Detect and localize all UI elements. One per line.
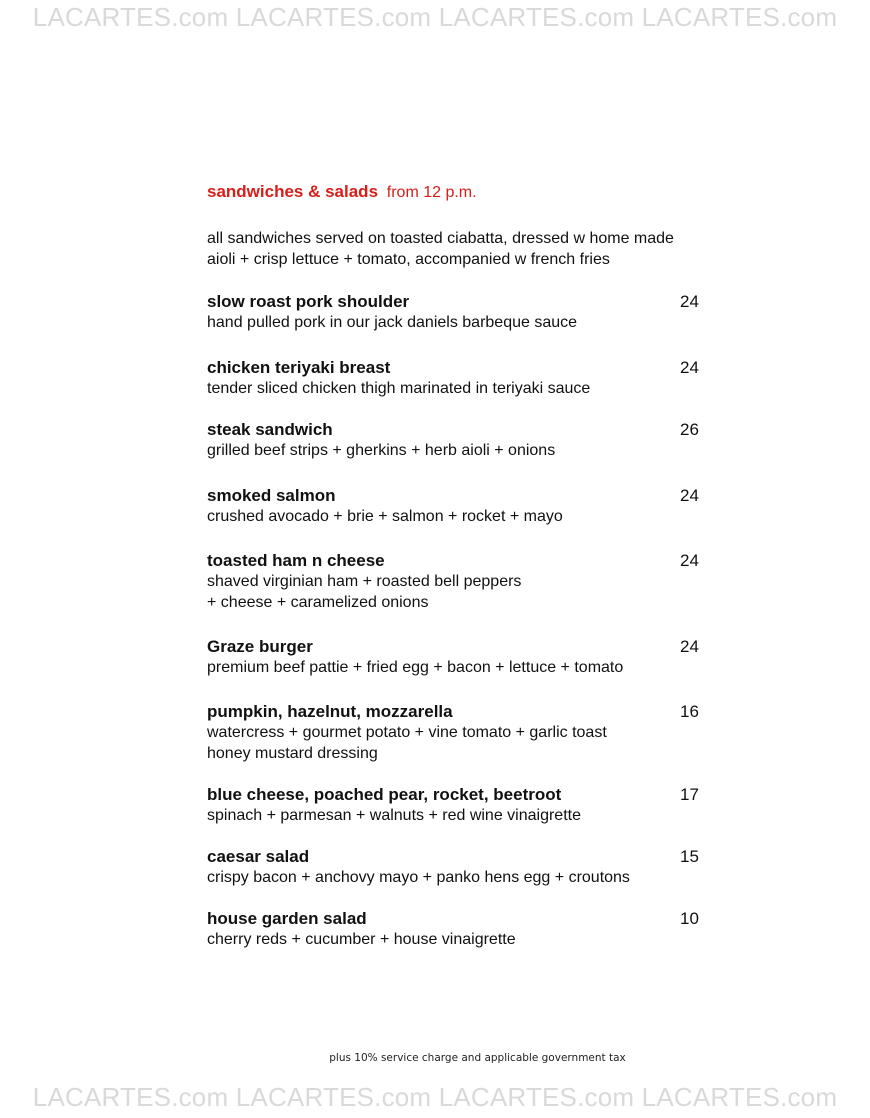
item-description: cherry reds + cucumber + house vinaigrette [207,931,516,948]
item-description: hand pulled pork in our jack daniels barbeque sauce [207,314,578,331]
menu-item-steak-sandwich [207,419,707,461]
section-time: from 12 p.m. [386,184,477,201]
menu-item-ham-n-cheese [207,550,707,613]
service-charge-note: plus 10% service charge and applicable government tax [329,1052,626,1064]
item-name: steak sandwich [207,420,333,439]
menu-item-blue-cheese-salad [207,784,707,826]
section-heading [207,182,477,202]
item-description: tender sliced chicken thigh marinated in teriyaki sauce [207,380,591,397]
item-price: 24 [680,637,699,656]
item-description: crispy bacon + anchovy mayo + panko hens egg + croutons [207,869,630,886]
item-price: 26 [680,420,699,439]
menu-item-smoked-salmon [207,485,707,527]
item-price: 15 [680,847,699,866]
item-name: smoked salmon [207,486,336,505]
item-price: 24 [680,486,699,505]
menu-item-pork-shoulder [207,291,707,333]
item-name: pumpkin, hazelnut, mozzarella [207,702,453,721]
watermark-bottom: LACARTES.com LACARTES.com LACARTES.com LACARTES.com [32,1082,838,1112]
item-price: 17 [680,785,699,804]
item-name: toasted ham n cheese [207,551,385,570]
item-price: 24 [680,551,699,570]
menu-item-caesar-salad [207,846,707,888]
item-name: house garden salad [207,909,367,928]
item-name: chicken teriyaki breast [207,358,391,377]
item-price: 24 [680,292,699,311]
watermark-top: LACARTES.com LACARTES.com LACARTES.com LACARTES.com [32,2,838,32]
intro-line: aioli + crisp lettuce + tomato, accompanied w french fries [207,251,610,268]
menu-item-house-garden-salad [207,908,707,950]
item-price: 24 [680,358,699,377]
intro-text [207,228,747,270]
section-title: sandwiches & salads [207,182,379,201]
item-description: watercress + gourmet potato + vine tomato + garlic toast [207,724,607,741]
menu-item-chicken-teriyaki [207,357,707,399]
item-description: premium beef pattie + fried egg + bacon + lettuce + tomato [207,659,624,676]
menu-item-pumpkin-salad [207,701,707,764]
item-description: crushed avocado + brie + salmon + rocket + mayo [207,508,563,525]
item-name: Graze burger [207,637,313,656]
item-name: caesar salad [207,847,310,866]
item-name: blue cheese, poached pear, rocket, beetroot [207,785,562,804]
item-description: grilled beef strips + gherkins + herb aioli + onions [207,442,556,459]
item-description: shaved virginian ham + roasted bell peppers [207,573,522,590]
item-price: 16 [680,702,699,721]
item-name: slow roast pork shoulder [207,292,410,311]
intro-line: all sandwiches served on toasted ciabatta, dressed w home made [207,230,674,247]
item-description: spinach + parmesan + walnuts + red wine vinaigrette [207,807,581,824]
menu-item-graze-burger [207,636,707,678]
item-price: 10 [680,909,699,928]
item-description: + cheese + caramelized onions [207,594,429,611]
item-description: honey mustard dressing [207,745,378,762]
